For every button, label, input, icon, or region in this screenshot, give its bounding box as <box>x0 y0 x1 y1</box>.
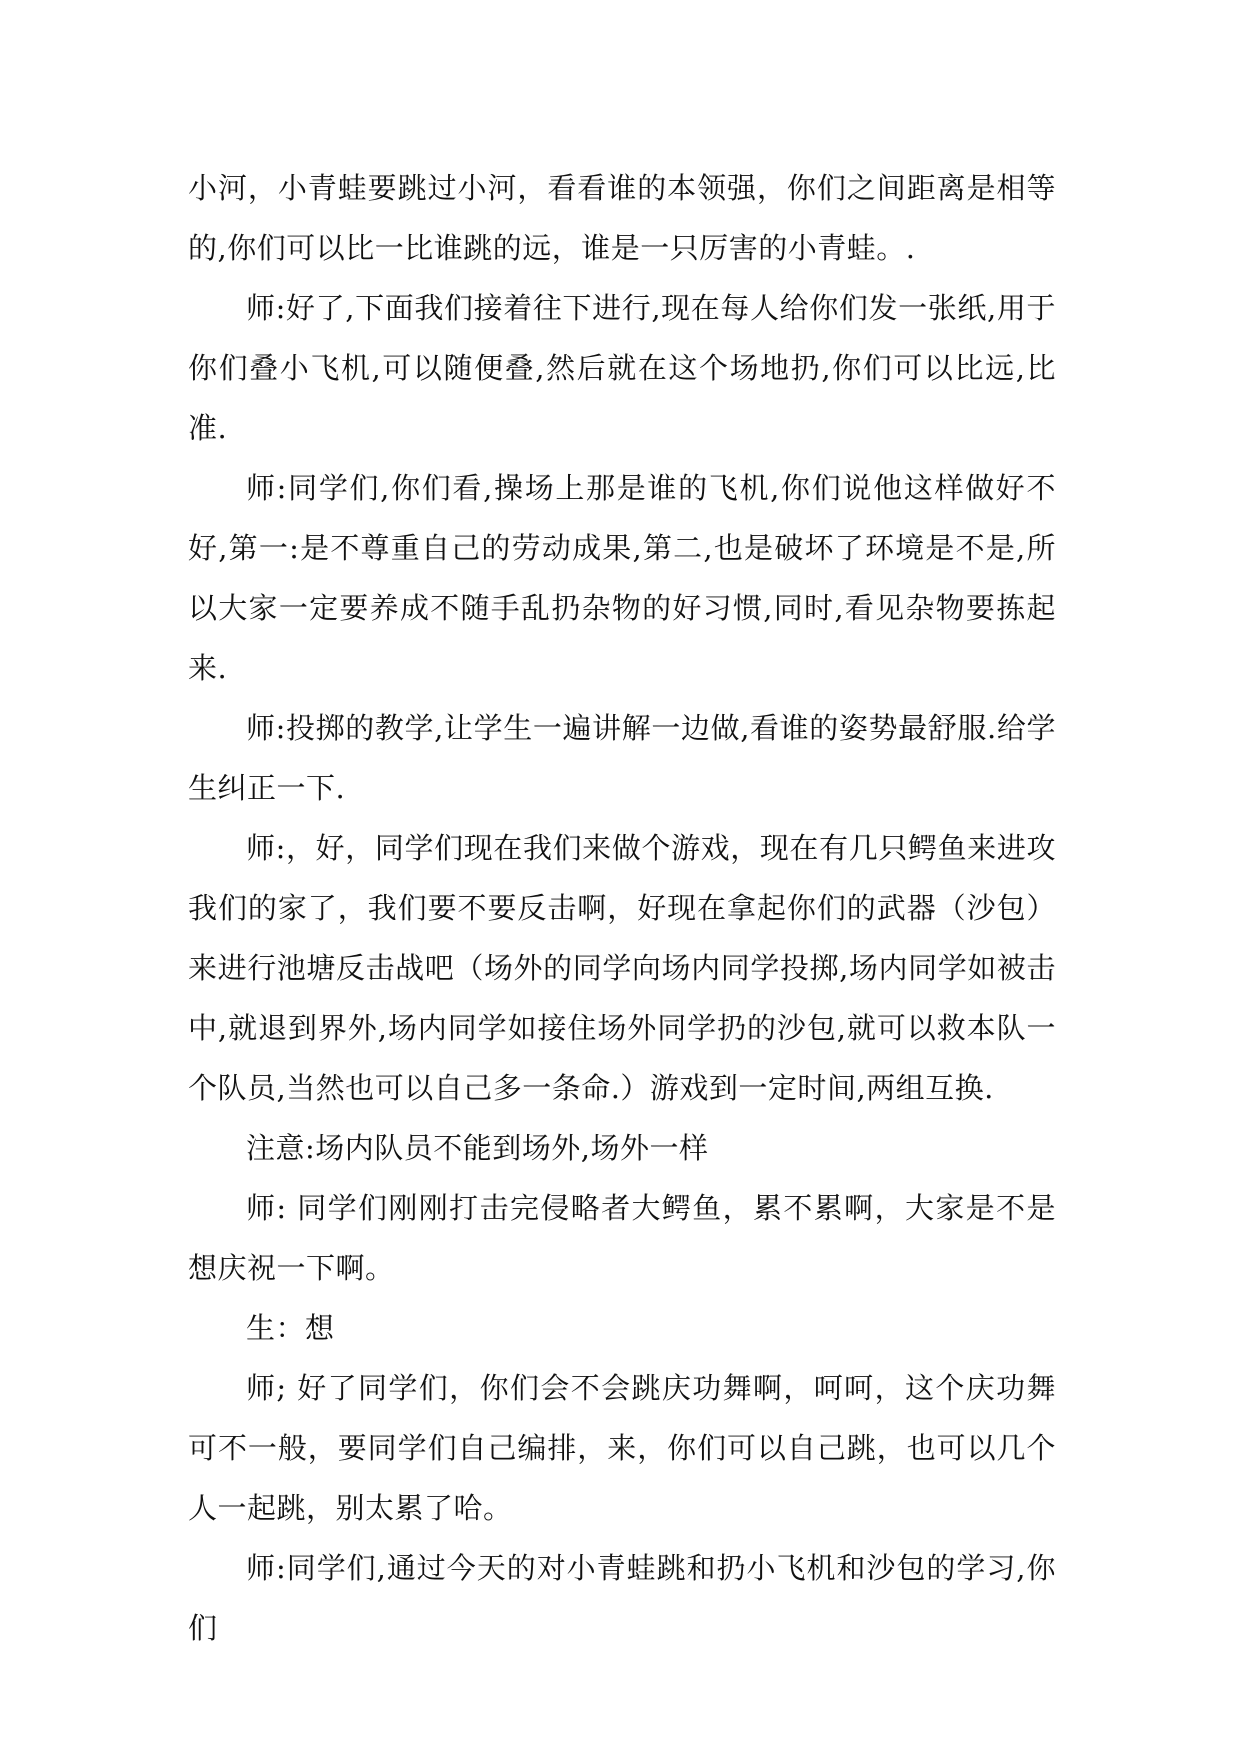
paragraph-5: 师:，好，同学们现在我们来做个游戏，现在有几只鳄鱼来进攻我们的家了，我们要不要反击啊，好现在拿起你们的武器（沙包）来进行池塘反击战吧（场外的同学向场内同学投掷,场内同学如被击中,就退到界外,场内同学如接住场外同学扔的沙包,就可以救本队一个队员,当然也可以自己多一条命.）游戏到一定时间,两组互换. <box>188 831 1056 1105</box>
paragraph-7: 师: 同学们刚刚打击完侵略者大鳄鱼，累不累啊，大家是不是想庆祝一下啊。 <box>188 1191 1056 1285</box>
paragraph-4: 师:投掷的教学,让学生一遍讲解一边做,看谁的姿势最舒服.给学生纠正一下. <box>188 711 1056 805</box>
paragraph-10: 师:同学们,通过今天的对小青蛙跳和扔小飞机和沙包的学习,你们 <box>188 1551 1056 1645</box>
paragraph-9: 师; 好了同学们，你们会不会跳庆功舞啊，呵呵，这个庆功舞可不一般，要同学们自己编排，来，你们可以自己跳，也可以几个人一起跳，别太累了哈。 <box>188 1371 1056 1525</box>
document-body <box>188 158 1056 1658</box>
paragraph-1: 小河，小青蛙要跳过小河，看看谁的本领强，你们之间距离是相等的,你们可以比一比谁跳的远，谁是一只厉害的小青蛙。. <box>188 171 1056 265</box>
paragraph-6: 注意:场内队员不能到场外,场外一样 <box>246 1131 709 1165</box>
paragraph-3: 师:同学们,你们看,操场上那是谁的飞机,你们说他这样做好不好,第一:是不尊重自己的劳动成果,第二,也是破坏了环境是不是,所以大家一定要养成不随手乱扔杂物的好习惯,同时,看见杂物要拣起来. <box>188 471 1056 685</box>
paragraph-2: 师:好了,下面我们接着往下进行,现在每人给你们发一张纸,用于你们叠小飞机,可以随便叠,然后就在这个场地扔,你们可以比远,比准. <box>188 291 1056 445</box>
paragraph-8: 生：想 <box>246 1311 335 1345</box>
